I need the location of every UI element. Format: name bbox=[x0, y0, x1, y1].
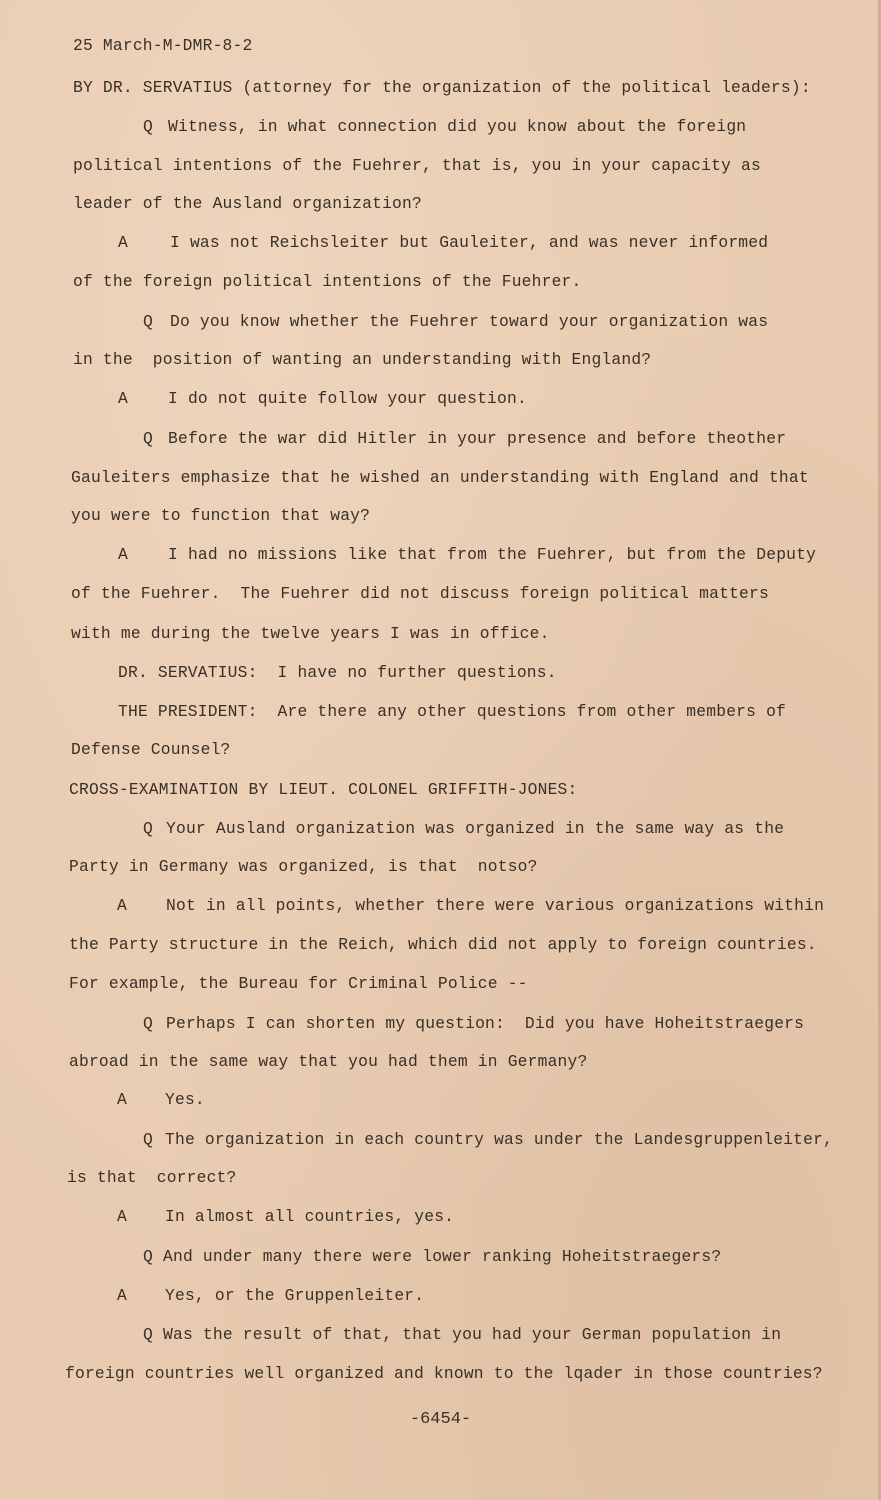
transcript-line: Was the result of that, that you had your German population in bbox=[163, 1325, 782, 1344]
transcript-line: I had no missions like that from the Fuehrer, but from the Deputy bbox=[168, 545, 817, 564]
transcript-line: of the foreign political intentions of the Fuehrer. bbox=[73, 272, 582, 291]
transcript-line: The organization in each country was under the Landesgruppenleiter, bbox=[165, 1130, 834, 1149]
speaker-label: A bbox=[117, 1090, 127, 1109]
transcript-line: Do you know whether the Fuehrer toward your organization was bbox=[170, 312, 769, 331]
page-number: -6454- bbox=[409, 1410, 472, 1429]
speaker-label: A bbox=[117, 1286, 127, 1305]
speaker-label: A bbox=[117, 1207, 127, 1226]
transcript-line: is that correct? bbox=[67, 1168, 237, 1187]
speaker-label: Q bbox=[143, 1325, 153, 1344]
speaker-label: Q bbox=[143, 429, 153, 448]
document-header: 25 March-M-DMR-8-2 bbox=[73, 36, 253, 55]
transcript-line: For example, the Bureau for Criminal Police -- bbox=[69, 974, 528, 993]
transcript-line: abroad in the same way that you had them in Germany? bbox=[69, 1052, 588, 1071]
transcript-line: Defense Counsel? bbox=[71, 740, 231, 759]
transcript-line: political intentions of the Fuehrer, that is, you in your capacity as bbox=[73, 156, 761, 175]
speaker-label: Q bbox=[143, 117, 153, 136]
transcript-line: DR. SERVATIUS: I have no further questions. bbox=[118, 663, 557, 682]
transcript-line: in the position of wanting an understanding with England? bbox=[73, 350, 652, 369]
transcript-line: you were to function that way? bbox=[71, 506, 371, 525]
transcript-line: leader of the Ausland organization? bbox=[73, 194, 422, 213]
speaker-label: A bbox=[118, 389, 128, 408]
speaker-label: Q bbox=[143, 312, 153, 331]
transcript-line: In almost all countries, yes. bbox=[165, 1207, 455, 1226]
transcript-line: Your Ausland organization was organized in the same way as the bbox=[166, 819, 785, 838]
speaker-label: A bbox=[118, 545, 128, 564]
section-heading: CROSS-EXAMINATION BY LIEUT. COLONEL GRIFFITH-JONES: bbox=[69, 780, 578, 799]
transcript-line: foreign countries well organized and known to the lqader in those countries? bbox=[65, 1364, 823, 1383]
speaker-label: A bbox=[118, 233, 128, 252]
transcript-line: Not in all points, whether there were various organizations within bbox=[166, 896, 825, 915]
speaker-label: Q bbox=[143, 819, 153, 838]
transcript-line: of the Fuehrer. The Fuehrer did not discuss foreign political matters bbox=[71, 584, 769, 603]
transcript-line: Yes. bbox=[165, 1090, 205, 1109]
speaker-label: Q bbox=[143, 1130, 153, 1149]
transcript-line: I do not quite follow your question. bbox=[168, 389, 527, 408]
transcript-line: with me during the twelve years I was in office. bbox=[71, 624, 550, 643]
transcript-line: THE PRESIDENT: Are there any other questions from other members of bbox=[118, 702, 787, 721]
transcript-line: Yes, or the Gruppenleiter. bbox=[165, 1286, 425, 1305]
speaker-label: Q bbox=[143, 1247, 153, 1266]
transcript-line: Before the war did Hitler in your presence and before theother bbox=[168, 429, 787, 448]
transcript-line: And under many there were lower ranking Hoheitstraegers? bbox=[163, 1247, 722, 1266]
transcript-line: Gauleiters emphasize that he wished an understanding with England and that bbox=[71, 468, 809, 487]
examination-intro: BY DR. SERVATIUS (attorney for the organization of the political leaders): bbox=[73, 78, 811, 97]
speaker-label: A bbox=[117, 896, 127, 915]
transcript-line: Party in Germany was organized, is that notso? bbox=[69, 857, 538, 876]
transcript-line: the Party structure in the Reich, which did not apply to foreign countries. bbox=[69, 935, 817, 954]
transcript-line: Witness, in what connection did you know about the foreign bbox=[168, 117, 747, 136]
speaker-label: Q bbox=[143, 1014, 153, 1033]
transcript-line: I was not Reichsleiter but Gauleiter, and was never informed bbox=[170, 233, 769, 252]
transcript-line: Perhaps I can shorten my question: Did you have Hoheitstraegers bbox=[166, 1014, 805, 1033]
